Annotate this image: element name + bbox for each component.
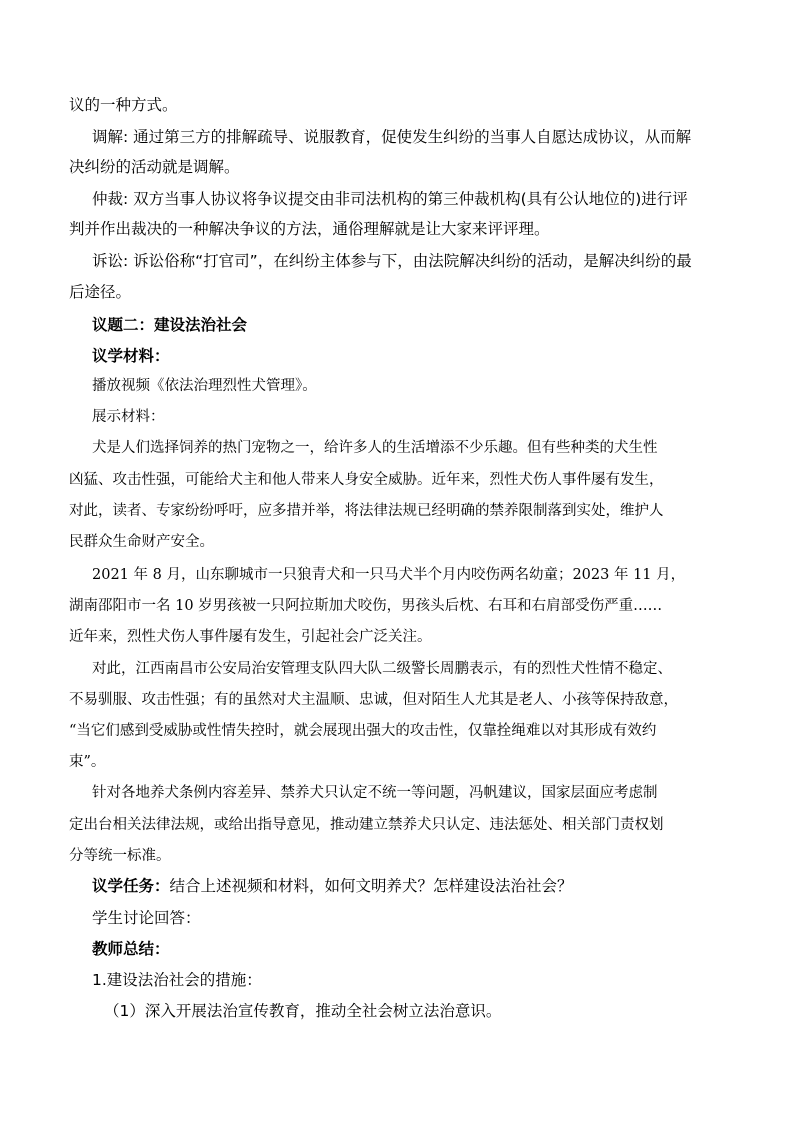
text-line: 湖南邵阳市一名 10 岁男孩被一只阿拉斯加犬咬伤，男孩头后枕、右耳和右肩部受伤严重…… (69, 598, 663, 614)
text-line: 对此，江西南昌市公安局治安管理支队四大队二级警长周鹏表示，有的烈性犬性情不稳定、 (92, 661, 672, 677)
text-line: 定出台相关法律法规，或给出指导意见，推动建立禁养犬只认定、违法惩处、相关部门责权划 (69, 817, 664, 833)
text-line: 民群众生命财产安全。 (69, 534, 214, 550)
text-line: 播放视频《依法治理烈性犬管理》。 (92, 378, 317, 394)
text-line: 犬是人们选择饲养的热门宠物之一，给许多人的生活增添不少乐趣。但有些种类的犬生性 (92, 440, 658, 456)
text-line: 决纠纷的活动就是调解。 (69, 158, 240, 176)
subsection-heading: 议学材料： (92, 347, 170, 365)
text-line: “当它们感到受威胁或性情失控时，就会展现出强大的攻击性，仅靠拴绳难以对其形成有效约 (69, 723, 657, 739)
task-line (92, 876, 573, 896)
text-line: 2021 年 8 月，山东聊城市一只狼青犬和一只马犬半个月内咬伤两名幼童；2023 年 11 月， (92, 567, 686, 583)
text-line: 束”。 (69, 754, 106, 770)
section-heading: 议题二：建设法治社会 (92, 316, 248, 334)
text-line: 判并作出裁决的一种解决争议的方法，通俗理解就是让大家来评评理。 (69, 220, 550, 238)
text-line: 诉讼: 诉讼俗称“打官司”，在纠纷主体参与下，由法院解决纠纷的活动，是解决纠纷的最 (92, 252, 692, 270)
task-text: 结合上述视频和材料，如何文明养犬？怎样建设法治社会？ (169, 877, 573, 895)
task-label: 议学任务： (92, 877, 170, 895)
text-line: 对此，读者、专家纷纷呼吁，应多措并举，将法律法规已经明确的禁养限制落到实处，维护人 (69, 503, 664, 519)
text-line: 近年来，烈性犬伤人事件屡有发生，引起社会广泛关注。 (69, 629, 432, 645)
text-line: 学生讨论回答： (92, 909, 201, 927)
numbered-item: （1）深入开展法治宣传教育，推动全社会树立法治意识。 (104, 1002, 502, 1020)
text-line: 分等统一标准。 (69, 848, 171, 864)
text-line: 凶猛、攻击性强，可能给犬主和他人带来人身安全威胁。近年来，烈性犬伤人事件屡有发生， (69, 472, 664, 488)
text-line: 展示材料： (92, 409, 165, 425)
text-line: 不易驯服、攻击性强；有的虽然对犬主温顺、忠诚，但对陌生人尤其是老人、小孩等保持敌意， (69, 692, 678, 708)
text-line: 仲裁: 双方当事人协议将争议提交由非司法机构的第三仲裁机构(具有公认地位的)进行评 (92, 190, 688, 208)
text-line: 调解: 通过第三方的排解疏导、说服教育，促使发生纠纷的当事人自愿达成协议，从而解 (92, 128, 692, 146)
text-line: 针对各地养犬条例内容差异、禁养犬只认定不统一等问题，冯帆建议，国家层面应考虑制 (92, 785, 658, 801)
text-line: 后途径。 (69, 283, 132, 301)
numbered-item: 1.建设法治社会的措施： (92, 971, 262, 989)
text-line: 议的一种方式。 (69, 96, 178, 114)
subsection-heading: 教师总结： (92, 940, 170, 958)
